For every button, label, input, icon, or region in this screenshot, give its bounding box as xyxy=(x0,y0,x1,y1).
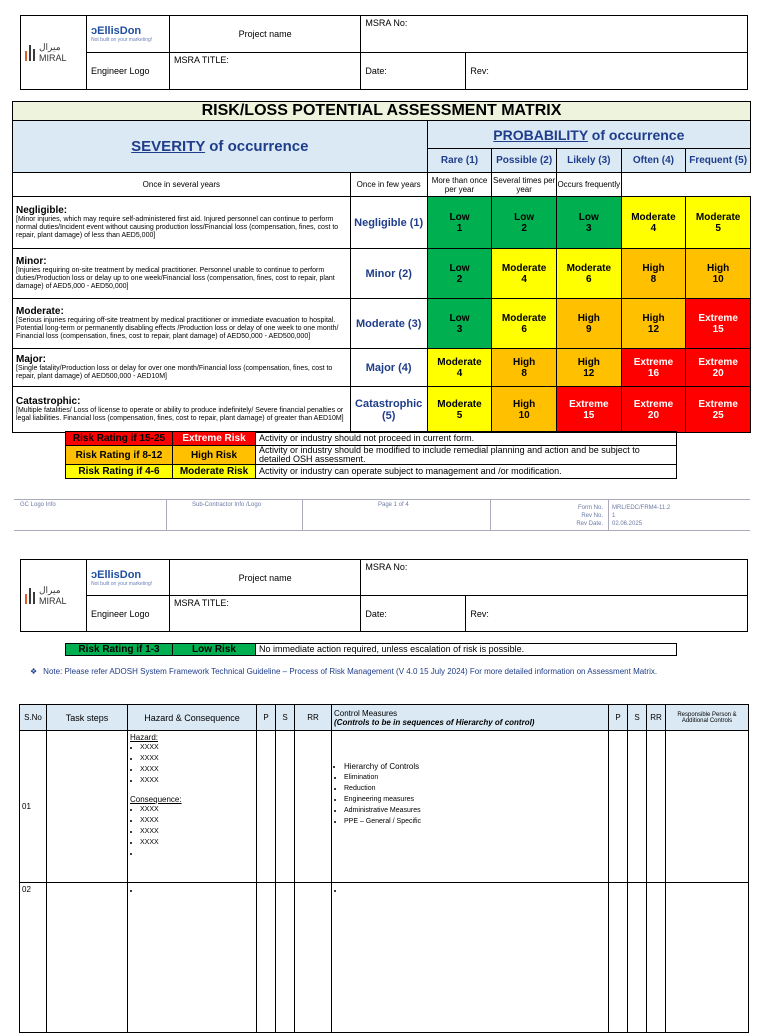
severity-text: [Single fatality/Production loss or delay for over one month/Financial loss (compensation, fines, cost to repair, plant damage) of AED500,000 - AED10M] xyxy=(16,365,333,380)
engineer-logo: Engineer Logo xyxy=(87,596,170,632)
engineer-logo: Engineer Logo xyxy=(87,53,170,90)
severity-description xyxy=(13,299,351,349)
severity-level: Minor (2) xyxy=(350,249,427,299)
legend-level: Moderate Risk xyxy=(173,465,256,479)
form-no: MRL/EDC/FRM4-11.2 xyxy=(612,505,671,511)
col-rr: RR xyxy=(295,705,332,731)
miral-bars-icon xyxy=(25,588,35,604)
risk-label: Moderate xyxy=(631,211,676,223)
hierarchy-items xyxy=(334,772,606,827)
msra-title: MSRA TITLE: xyxy=(170,53,361,90)
severity-level: Negligible (1) xyxy=(350,197,427,249)
risk-score: 6 xyxy=(586,273,592,285)
risk-label: Extreme xyxy=(569,398,609,410)
ellisdon-logo xyxy=(87,560,170,596)
risk-cell xyxy=(686,387,751,433)
risk-score: 4 xyxy=(456,367,463,379)
legend-row xyxy=(66,432,677,446)
list-item: • XXXX xyxy=(140,775,254,786)
row-s[interactable] xyxy=(276,731,295,883)
miral-text: MIRAL xyxy=(39,596,67,606)
risk-cell xyxy=(621,197,686,249)
low-level: Low Risk xyxy=(173,644,256,656)
risk-legend xyxy=(65,431,677,479)
legend-rating: Risk Rating if 8-12 xyxy=(66,446,173,465)
probability-col-2: Possible (2) xyxy=(492,149,557,173)
form-no-label: Form No. xyxy=(577,505,603,511)
severity-level: Major (4) xyxy=(350,349,427,387)
row-p2[interactable] xyxy=(609,883,628,1033)
row-p2[interactable] xyxy=(609,731,628,883)
col-control xyxy=(332,705,609,731)
severity-description xyxy=(13,387,351,433)
risk-score: 16 xyxy=(647,367,660,379)
risk-label: High xyxy=(513,356,536,368)
list-item: • XXXX xyxy=(140,815,254,826)
risk-score: 2 xyxy=(521,222,527,234)
risk-score: 8 xyxy=(650,273,657,285)
row-task-step[interactable] xyxy=(47,883,128,1033)
risk-cell xyxy=(427,197,492,249)
row-responsible[interactable] xyxy=(666,883,749,1033)
risk-score: 1 xyxy=(456,222,463,234)
row-hazard[interactable] xyxy=(128,731,257,883)
probability-col-4: Often (4) xyxy=(621,149,686,173)
legend-row xyxy=(66,446,677,465)
diamond-bullet-icon: ❖ xyxy=(30,667,38,676)
risk-score: 2 xyxy=(456,273,463,285)
risk-cell xyxy=(621,299,686,349)
list-item: • PPE – General / Specific xyxy=(344,816,606,827)
col-responsible: Responsible Person & Additional Controls xyxy=(666,705,749,731)
control-subtitle: (Controls to be in sequences of Hierarchy of control) xyxy=(334,717,535,727)
list-item: • XXXX xyxy=(140,764,254,775)
note-text: Note: Please refer ADOSH System Framework Technical Guideline – Process of Risk Management (V 4.0 15 July 2024) For more detailed information on Assessment Matrix. xyxy=(43,667,658,676)
risk-score: 20 xyxy=(712,367,724,379)
legend-description: Activity or industry can operate subject to management and /or modification. xyxy=(256,465,677,479)
severity-title: Minor: xyxy=(16,256,47,267)
risk-cell xyxy=(492,349,557,387)
row-responsible[interactable] xyxy=(666,731,749,883)
severity-text: [Minor injuries, which may require self-administered first aid. Injured personnel can continue to perform normal duties/Incident event without causing production loss/Financial loss (compensation, fines, cost to repair, plant damage) of less than AED5,000] xyxy=(16,216,339,239)
risk-score: 10 xyxy=(712,273,724,285)
legend-level: Extreme Risk xyxy=(173,432,256,446)
hazard-list xyxy=(130,742,254,786)
legend-description: Activity or industry should not proceed in current form. xyxy=(256,432,677,446)
severity-description xyxy=(13,249,351,299)
ellisdon-text: EllisDon xyxy=(97,568,142,581)
col-s: S xyxy=(276,705,295,731)
risk-label: Low xyxy=(449,262,470,274)
rev-field: Rev: xyxy=(466,596,748,632)
probability-desc-4: Several times per year xyxy=(492,173,557,197)
row-hazard[interactable] xyxy=(128,883,257,1033)
probability-word: PROBABILITY xyxy=(493,126,588,143)
low-desc: No immediate action required, unless escalation of risk is possible. xyxy=(256,644,677,656)
risk-label: High xyxy=(513,398,536,410)
footer-values xyxy=(612,504,670,528)
footer-labels xyxy=(559,504,603,528)
list-item: • Reduction xyxy=(344,783,606,794)
probability-col-1: Rare (1) xyxy=(427,149,492,173)
col-sno: S.No xyxy=(20,705,47,731)
project-name: Project name xyxy=(170,560,361,596)
ellisdon-logo xyxy=(87,16,170,53)
row-controls[interactable] xyxy=(332,883,609,1033)
severity-title: Moderate: xyxy=(16,306,64,317)
risk-label: Low xyxy=(449,312,470,324)
risk-label: Moderate xyxy=(437,356,482,368)
severity-level: Moderate (3) xyxy=(350,299,427,349)
risk-cell xyxy=(686,197,751,249)
hazard-label: Hazard: xyxy=(130,733,159,742)
risk-cell xyxy=(427,349,492,387)
rev-no: 1 xyxy=(612,513,616,519)
risk-cell xyxy=(686,299,751,349)
risk-label: High xyxy=(642,312,665,324)
risk-score: 3 xyxy=(456,323,463,335)
risk-label: Extreme xyxy=(633,356,674,368)
risk-cell xyxy=(621,387,686,433)
risk-cell xyxy=(556,249,621,299)
rev-date-label: Rev Date. xyxy=(576,521,603,527)
miral-logo xyxy=(21,16,87,90)
ellisdon-text: EllisDon xyxy=(97,25,142,37)
list-item: • Engineering measures xyxy=(344,794,606,805)
msra-no: MSRA No: xyxy=(361,16,748,53)
low-risk-legend xyxy=(65,643,677,656)
risk-score: 12 xyxy=(647,323,660,335)
row-rr2[interactable] xyxy=(647,731,666,883)
row-rr[interactable] xyxy=(295,731,332,883)
list-item: • XXXX xyxy=(140,742,254,753)
risk-label: Moderate xyxy=(501,262,547,274)
risk-score: 4 xyxy=(650,222,657,234)
severity-title: Major: xyxy=(16,354,46,365)
document-header xyxy=(20,15,748,90)
row-rr[interactable] xyxy=(295,883,332,1033)
rev-field: Rev: xyxy=(466,53,748,90)
risk-cell xyxy=(621,249,686,299)
risk-cell xyxy=(492,387,557,433)
ellisdon-tagline: Not built on your marketing! xyxy=(91,580,153,587)
risk-cell xyxy=(427,387,492,433)
row-s2[interactable] xyxy=(628,883,647,1033)
row-p[interactable] xyxy=(257,883,276,1033)
col-s2: S xyxy=(628,705,647,731)
row-task-step[interactable] xyxy=(47,731,128,883)
miral-text: MIRAL xyxy=(39,53,67,63)
risk-score: 15 xyxy=(712,323,724,335)
legend-row xyxy=(66,465,677,479)
miral-bars-icon xyxy=(25,45,35,61)
consequence-list xyxy=(130,804,254,859)
risk-label: High xyxy=(642,262,665,274)
table-row xyxy=(20,731,749,883)
list-item xyxy=(140,848,254,859)
risk-matrix xyxy=(12,101,751,433)
risk-label: High xyxy=(707,262,730,274)
probability-desc-1: Once in several years xyxy=(13,173,351,197)
row-sno: 01 xyxy=(20,731,47,883)
list-item: • XXXX xyxy=(140,753,254,764)
risk-cell xyxy=(556,197,621,249)
control-title: Control Measures xyxy=(334,708,398,718)
risk-cell xyxy=(556,349,621,387)
risk-label: Moderate xyxy=(695,211,741,223)
rev-date: 02.06.2025 xyxy=(612,521,643,527)
severity-title: Negligible: xyxy=(16,205,68,216)
msra-no: MSRA No: xyxy=(361,560,748,596)
risk-cell xyxy=(427,249,492,299)
severity-text: [Serious injuries requiring off-site treatment by medical practitioner or immediate evacuation to hospital. Potential long-term or permanently disabling effects /Production loss or delay of one week to one month/ Financial loss (compensation, fines, cost to repair, plant damage) of AED50,000 - AED500,000] xyxy=(16,317,339,340)
severity-header xyxy=(13,121,428,173)
date-field: Date: xyxy=(361,596,466,632)
risk-cell xyxy=(621,349,686,387)
risk-score: 5 xyxy=(715,222,721,234)
hierarchy-list xyxy=(334,761,606,772)
risk-score: 12 xyxy=(583,367,595,379)
severity-description xyxy=(13,197,351,249)
probability-col-3: Likely (3) xyxy=(556,149,621,173)
severity-row xyxy=(13,249,751,299)
risk-label: Low xyxy=(514,211,535,223)
risk-score: 15 xyxy=(583,409,595,421)
matrix-title: RISK/LOSS POTENTIAL ASSESSMENT MATRIX xyxy=(13,102,751,121)
ellisdon-icon: ↄ xyxy=(91,568,98,581)
risk-cell xyxy=(492,249,557,299)
risk-label: Moderate xyxy=(437,398,482,410)
risk-score: 6 xyxy=(521,323,527,335)
document-header-2 xyxy=(20,559,748,632)
risk-label: Moderate xyxy=(566,262,612,274)
severity-level: Catastrophic (5) xyxy=(350,387,427,433)
probability-col-5: Frequent (5) xyxy=(686,149,751,173)
risk-score: 9 xyxy=(586,323,592,335)
severity-row xyxy=(13,197,751,249)
severity-text: [Injuries requiring on-site treatment by medical practitioner. Personnel unable to continue to perform duties/Production loss or delay up to one week/Financial loss (compensation, fines, cost to repair, plant damage) of AED5,000 - AED50,000] xyxy=(16,267,335,290)
risk-label: Extreme xyxy=(633,398,674,410)
risk-cell xyxy=(686,249,751,299)
probability-header xyxy=(427,121,750,149)
risk-score: 25 xyxy=(712,409,724,421)
miral-logo xyxy=(21,560,87,632)
list-item: • Administrative Measures xyxy=(344,805,606,816)
col-p2: P xyxy=(609,705,628,731)
row-p[interactable] xyxy=(257,731,276,883)
date-field: Date: xyxy=(361,53,466,90)
severity-row xyxy=(13,387,751,433)
legend-rating: Risk Rating if 4-6 xyxy=(66,465,173,479)
severity-row xyxy=(13,349,751,387)
bullet xyxy=(344,885,606,896)
legend-description: Activity or industry should be modified to include remedial planning and action and be subject to detailed OSH assessment. xyxy=(256,446,677,465)
legend-level: High Risk xyxy=(173,446,256,465)
risk-label: Moderate xyxy=(501,312,547,324)
risk-score: 20 xyxy=(647,409,660,421)
msra-title: MSRA TITLE: xyxy=(170,596,361,632)
list-item: • Elimination xyxy=(344,772,606,783)
risk-label: High xyxy=(577,356,600,368)
probability-desc-2: Once in few years xyxy=(350,173,427,197)
severity-rest: of occurrence xyxy=(205,138,309,155)
page-footer xyxy=(14,499,750,531)
risk-score: 3 xyxy=(586,222,592,234)
risk-label: Extreme xyxy=(698,356,738,368)
ellisdon-tagline: Not built on your marketing! xyxy=(91,37,153,43)
severity-word: SEVERITY xyxy=(131,138,206,155)
risk-label: Extreme xyxy=(698,398,738,410)
row-s[interactable] xyxy=(276,883,295,1033)
severity-text: [Multiple fatalities/ Loss of license to operate or ability to produce indefinitely/ Severe financial penalties or legal liabilities. Financial loss (compensation, fines, cost to repair, plant damage) of greater than AED10M] xyxy=(16,407,344,422)
risk-score: 10 xyxy=(518,409,530,421)
risk-score: 8 xyxy=(521,367,527,379)
legend-rating: Risk Rating if 15-25 xyxy=(66,432,173,446)
subcontractor-logo: Sub-Contractor Info /Logo xyxy=(192,502,262,508)
page-number: Page 1 of 4 xyxy=(378,502,409,508)
risk-cell xyxy=(492,197,557,249)
risk-cell xyxy=(686,349,751,387)
list-item: • XXXX xyxy=(140,826,254,837)
consequence-label: Consequence: xyxy=(130,795,182,804)
risk-label: Low xyxy=(578,211,599,223)
risk-cell xyxy=(492,299,557,349)
rev-no-label: Rev No. xyxy=(581,513,603,519)
probability-desc-5: Occurs frequently xyxy=(556,173,621,197)
hierarchy-title: • Hierarchy of Controls xyxy=(344,761,606,772)
project-name: Project name xyxy=(170,16,361,53)
risk-label: Low xyxy=(449,211,470,223)
risk-score: 4 xyxy=(521,273,527,285)
miral-arabic-text: ميرال xyxy=(39,42,61,52)
row-s2[interactable] xyxy=(628,731,647,883)
gc-logo-info: GC Logo Info xyxy=(20,502,56,508)
probability-desc-3: More than once per year xyxy=(427,173,492,197)
col-rr2: RR xyxy=(647,705,666,731)
severity-row xyxy=(13,299,751,349)
table-row xyxy=(20,883,749,1033)
miral-arabic-text: ميرال xyxy=(39,585,61,595)
col-task-steps: Task steps xyxy=(47,705,128,731)
risk-label: Extreme xyxy=(698,312,738,324)
bullet xyxy=(140,885,254,896)
list-item: • XXXX xyxy=(140,837,254,848)
col-p: P xyxy=(257,705,276,731)
risk-cell xyxy=(556,299,621,349)
col-hazard: Hazard & Consequence xyxy=(128,705,257,731)
risk-label: High xyxy=(577,312,600,324)
row-rr2[interactable] xyxy=(647,883,666,1033)
severity-title: Catastrophic: xyxy=(16,396,81,407)
list-item: • XXXX xyxy=(140,804,254,815)
row-controls[interactable] xyxy=(332,731,609,883)
row-sno: 02 xyxy=(20,883,47,1033)
low-rating: Risk Rating if 1-3 xyxy=(66,644,173,656)
severity-description xyxy=(13,349,351,387)
probability-rest: of occurrence xyxy=(587,126,685,143)
risk-cell xyxy=(556,387,621,433)
ellisdon-icon: ↄ xyxy=(91,25,98,37)
note-line xyxy=(30,667,750,676)
risk-cell xyxy=(427,299,492,349)
task-table xyxy=(19,704,749,1033)
risk-score: 5 xyxy=(456,409,463,421)
